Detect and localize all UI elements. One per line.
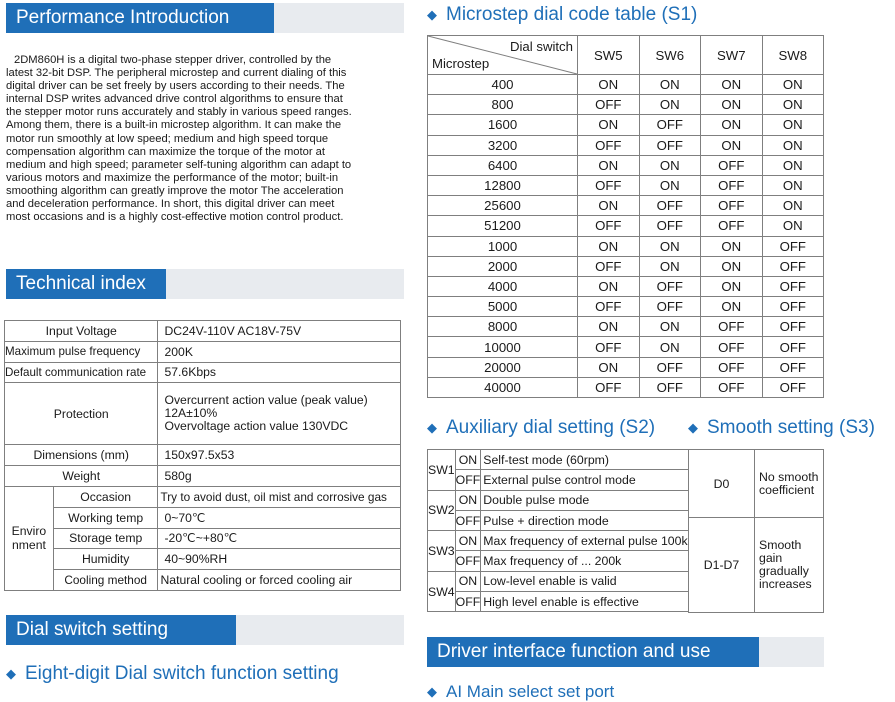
intro-line: digital driver can be set freely by users according to their needs. The	[6, 80, 345, 93]
smooth-desc	[755, 450, 824, 518]
aux-switch: SW3	[428, 531, 456, 572]
microstep-value: 800	[428, 95, 578, 115]
switch-state: ON	[578, 115, 640, 135]
auxiliary-title: Auxiliary dial setting (S2)	[446, 417, 656, 438]
table-row	[428, 216, 824, 236]
switch-state: OFF	[578, 377, 640, 397]
switch-state: ON	[639, 175, 701, 195]
env-label-line: Enviro	[11, 524, 47, 539]
protection-line: 12A±10%	[164, 406, 218, 421]
tech-value: 57.6Kbps	[158, 362, 401, 383]
eight-digit-heading	[6, 663, 339, 685]
table-row	[689, 450, 824, 518]
switch-state: ON	[701, 297, 763, 317]
smooth-code: D0	[689, 450, 755, 518]
driver-interface-title: Driver interface function and use	[427, 637, 759, 667]
aux-state: OFF	[455, 551, 481, 571]
intro-line: internal DSP writes advanced drive control algorithms to ensure that	[6, 93, 343, 106]
switch-state: ON	[578, 155, 640, 175]
table-row	[5, 445, 401, 466]
switch-state: OFF	[762, 276, 824, 296]
microstep-value: 400	[428, 75, 578, 95]
cut-off-title: AI Main select set port	[446, 682, 615, 701]
protection-line: Overcurrent action value (peak value)	[164, 393, 368, 408]
cut-off-heading	[427, 682, 614, 702]
switch-state: ON	[762, 175, 824, 195]
switch-state: OFF	[639, 196, 701, 216]
switch-state: ON	[701, 95, 763, 115]
switch-state: OFF	[762, 377, 824, 397]
switch-state: ON	[762, 75, 824, 95]
table-row	[428, 175, 824, 195]
microstep-table	[427, 35, 824, 398]
table-row	[5, 570, 401, 591]
diamond-icon: ◆	[688, 420, 698, 435]
table-row	[428, 95, 824, 115]
diamond-icon: ◆	[427, 7, 437, 22]
switch-state: OFF	[639, 357, 701, 377]
microstep-value: 10000	[428, 337, 578, 357]
table-row	[428, 531, 689, 551]
tech-value: Natural cooling or forced cooling air	[158, 570, 401, 591]
switch-state: ON	[639, 256, 701, 276]
smooth-desc-line: No smooth	[759, 469, 819, 484]
tech-value	[158, 383, 401, 445]
microstep-value: 40000	[428, 377, 578, 397]
technical-header	[6, 269, 404, 299]
microstep-value: 3200	[428, 135, 578, 155]
dial-title: Dial switch setting	[6, 615, 236, 645]
driver-interface-header	[427, 637, 824, 667]
tech-label: Storage temp	[53, 528, 158, 549]
tech-value: DC24V-110V AC18V-75V	[158, 321, 401, 342]
switch-state: ON	[701, 236, 763, 256]
protection-line: Overvoltage action value 130VDC	[164, 419, 349, 434]
header-microstep: Microstep	[432, 56, 490, 71]
switch-state: ON	[701, 135, 763, 155]
intro-line: compensation algorithm can maximize the torque of the motor at	[6, 145, 326, 158]
tech-label: Maximum pulse frequency	[5, 341, 158, 362]
table-row	[428, 297, 824, 317]
switch-state: OFF	[762, 317, 824, 337]
table-row	[428, 276, 824, 296]
smooth-desc-line: gradually	[759, 564, 809, 578]
switch-state: OFF	[578, 337, 640, 357]
microstep-title: Microstep dial code table (S1)	[446, 4, 698, 25]
switch-state: ON	[578, 317, 640, 337]
aux-state: ON	[455, 490, 481, 510]
smooth-desc-line: increases	[759, 577, 812, 591]
tech-value: 40~90%RH	[158, 549, 401, 570]
switch-state: ON	[762, 155, 824, 175]
header-dial-switch: Dial switch	[509, 39, 573, 54]
table-row	[5, 362, 401, 383]
switch-state: OFF	[762, 337, 824, 357]
table-row	[428, 256, 824, 276]
auxiliary-table	[427, 449, 689, 612]
switch-state: OFF	[578, 95, 640, 115]
table-row	[5, 383, 401, 445]
switch-state: OFF	[639, 377, 701, 397]
diamond-icon: ◆	[6, 666, 16, 681]
column-header: SW5	[578, 36, 640, 75]
switch-state: ON	[701, 75, 763, 95]
environment-label	[5, 486, 54, 590]
tech-value: 0~70℃	[158, 507, 401, 528]
switch-state: OFF	[701, 155, 763, 175]
tech-value: -20℃~+80℃	[158, 528, 401, 549]
table-row	[428, 115, 824, 135]
intro-line: medium and high speed; parameter self-tuning algorithm can adapt to	[6, 158, 352, 171]
microstep-value: 6400	[428, 155, 578, 175]
table-row	[5, 321, 401, 342]
switch-state: ON	[762, 135, 824, 155]
technical-title: Technical index	[6, 269, 166, 299]
table-row	[5, 341, 401, 362]
env-label-line: nment	[11, 538, 46, 553]
tech-label: Weight	[5, 466, 158, 487]
tech-label: Humidity	[53, 549, 158, 570]
switch-state: OFF	[762, 297, 824, 317]
microstep-value: 1600	[428, 115, 578, 135]
aux-description: Low-level enable is valid	[481, 571, 688, 591]
table-row	[428, 75, 824, 95]
intro-line: Among them, there is a built-in microstep algorithm. It can make the	[6, 119, 342, 132]
switch-state: ON	[578, 196, 640, 216]
switch-state: ON	[701, 115, 763, 135]
table-row	[428, 337, 824, 357]
switch-state: ON	[639, 75, 701, 95]
header-grey-fill	[759, 637, 824, 667]
diamond-icon: ◆	[427, 420, 437, 435]
switch-state: ON	[762, 95, 824, 115]
intro-line: and deceleration performance. In short, this digital driver can meet	[6, 198, 335, 211]
switch-state: OFF	[639, 115, 701, 135]
dial-header	[6, 615, 404, 645]
tech-value: 150x97.5x53	[158, 445, 401, 466]
tech-label: Protection	[5, 383, 158, 445]
intro-line: the stepper motor runs accurately and stably in various speed ranges.	[6, 106, 352, 119]
table-row	[5, 466, 401, 487]
smooth-desc	[755, 518, 824, 613]
aux-description: Max frequency of external pulse 100k	[481, 531, 688, 551]
switch-state: OFF	[578, 175, 640, 195]
microstep-value: 25600	[428, 196, 578, 216]
microstep-value: 51200	[428, 216, 578, 236]
switch-state: ON	[578, 236, 640, 256]
switch-state: OFF	[639, 216, 701, 236]
table-row	[428, 571, 689, 591]
switch-state: OFF	[639, 297, 701, 317]
performance-title: Performance Introduction	[6, 3, 274, 33]
switch-state: ON	[639, 236, 701, 256]
table-row	[428, 135, 824, 155]
aux-description: Self-test mode (60rpm)	[481, 450, 688, 470]
aux-switch: SW2	[428, 490, 456, 531]
switch-state: OFF	[578, 297, 640, 317]
switch-state: ON	[762, 115, 824, 135]
switch-state: OFF	[701, 337, 763, 357]
switch-state: OFF	[578, 256, 640, 276]
switch-state: OFF	[762, 256, 824, 276]
intro-line: latest 32-bit DSP. The peripheral microstep and current dialing of this	[6, 67, 347, 80]
intro-text	[6, 54, 404, 224]
tech-value: Try to avoid dust, oil mist and corrosive gas	[158, 486, 401, 507]
table-row	[428, 490, 689, 510]
diagonal-header-cell	[428, 36, 578, 75]
tech-label: Default communication rate	[5, 362, 158, 383]
technical-table	[4, 320, 401, 591]
switch-state: ON	[639, 317, 701, 337]
tech-label: Input Voltage	[5, 321, 158, 342]
microstep-value: 20000	[428, 357, 578, 377]
switch-state: OFF	[578, 216, 640, 236]
eight-digit-title: Eight-digit Dial switch function setting	[25, 663, 339, 684]
table-row	[5, 507, 401, 528]
header-grey-fill	[166, 269, 404, 299]
table-row	[428, 357, 824, 377]
microstep-value: 5000	[428, 297, 578, 317]
aux-state: OFF	[455, 510, 481, 530]
switch-state: ON	[578, 75, 640, 95]
table-row	[5, 549, 401, 570]
smooth-desc-line: Smooth	[759, 538, 802, 552]
intro-line: motor run smoothly at low speed; medium and high speed torque	[6, 132, 329, 145]
switch-state: OFF	[701, 196, 763, 216]
table-row	[428, 450, 689, 470]
table-row	[428, 510, 689, 530]
switch-state: ON	[639, 337, 701, 357]
switch-state: ON	[639, 155, 701, 175]
switch-state: ON	[762, 216, 824, 236]
switch-state: OFF	[762, 357, 824, 377]
aux-switch: SW4	[428, 571, 456, 612]
column-header: SW8	[762, 36, 824, 75]
tech-value: 200K	[158, 341, 401, 362]
switch-state: ON	[578, 357, 640, 377]
tech-value: 580g	[158, 466, 401, 487]
switch-state: OFF	[701, 377, 763, 397]
smooth-desc-line: coefficient	[759, 482, 815, 497]
microstep-value: 8000	[428, 317, 578, 337]
tech-label: Dimensions (mm)	[5, 445, 158, 466]
aux-description: External pulse control mode	[481, 470, 688, 490]
smooth-desc-line: gain	[759, 551, 783, 565]
diamond-icon: ◆	[427, 684, 437, 699]
smooth-heading	[688, 417, 875, 439]
microstep-value: 12800	[428, 175, 578, 195]
switch-state: ON	[762, 196, 824, 216]
table-row	[5, 486, 401, 507]
switch-state: ON	[639, 95, 701, 115]
microstep-value: 4000	[428, 276, 578, 296]
intro-line: smoothing algorithm can greatly improve the motor The acceleration	[6, 184, 344, 197]
switch-state: ON	[578, 276, 640, 296]
table-row	[428, 592, 689, 612]
microstep-value: 2000	[428, 256, 578, 276]
switch-state: OFF	[701, 175, 763, 195]
auxiliary-heading	[427, 417, 655, 439]
table-row	[428, 155, 824, 175]
switch-state: OFF	[639, 135, 701, 155]
aux-state: ON	[455, 531, 481, 551]
table-header-row	[428, 36, 824, 75]
tech-label: Occasion	[53, 486, 158, 507]
switch-state: OFF	[701, 317, 763, 337]
aux-state: OFF	[455, 592, 481, 612]
aux-state: OFF	[455, 470, 481, 490]
aux-description: Max frequency of ... 200k	[481, 551, 688, 571]
table-row	[428, 317, 824, 337]
header-grey-fill	[236, 615, 404, 645]
table-row	[428, 470, 689, 490]
table-row	[428, 551, 689, 571]
aux-description: Double pulse mode	[481, 490, 688, 510]
switch-state: OFF	[762, 236, 824, 256]
switch-state: ON	[701, 256, 763, 276]
tech-label: Cooling method	[53, 570, 158, 591]
performance-header	[6, 3, 404, 33]
tech-label: Working temp	[53, 507, 158, 528]
smooth-code: D1-D7	[689, 518, 755, 613]
switch-state: OFF	[701, 357, 763, 377]
table-row	[5, 528, 401, 549]
aux-state: ON	[455, 450, 481, 470]
table-row	[428, 196, 824, 216]
aux-description: High level enable is effective	[481, 592, 688, 612]
intro-line: 2DM860H is a digital two-phase stepper driver, controlled by the	[14, 54, 332, 66]
aux-description: Pulse + direction mode	[481, 510, 688, 530]
table-row	[428, 236, 824, 256]
intro-line: most occasions and is a highly cost-effective motion control product.	[6, 211, 344, 224]
column-header: SW7	[701, 36, 763, 75]
smooth-table	[688, 449, 824, 613]
microstep-value: 1000	[428, 236, 578, 256]
aux-switch: SW1	[428, 450, 456, 491]
switch-state: OFF	[578, 135, 640, 155]
intro-line: various motors and maximize the performance of the motor; built-in	[6, 171, 339, 184]
aux-state: ON	[455, 571, 481, 591]
switch-state: OFF	[639, 276, 701, 296]
microstep-heading	[427, 4, 697, 26]
switch-state: OFF	[701, 216, 763, 236]
table-row	[428, 377, 824, 397]
switch-state: ON	[701, 276, 763, 296]
smooth-title: Smooth setting (S3)	[707, 417, 875, 438]
table-row	[689, 518, 824, 613]
header-grey-fill	[274, 3, 404, 33]
column-header: SW6	[639, 36, 701, 75]
